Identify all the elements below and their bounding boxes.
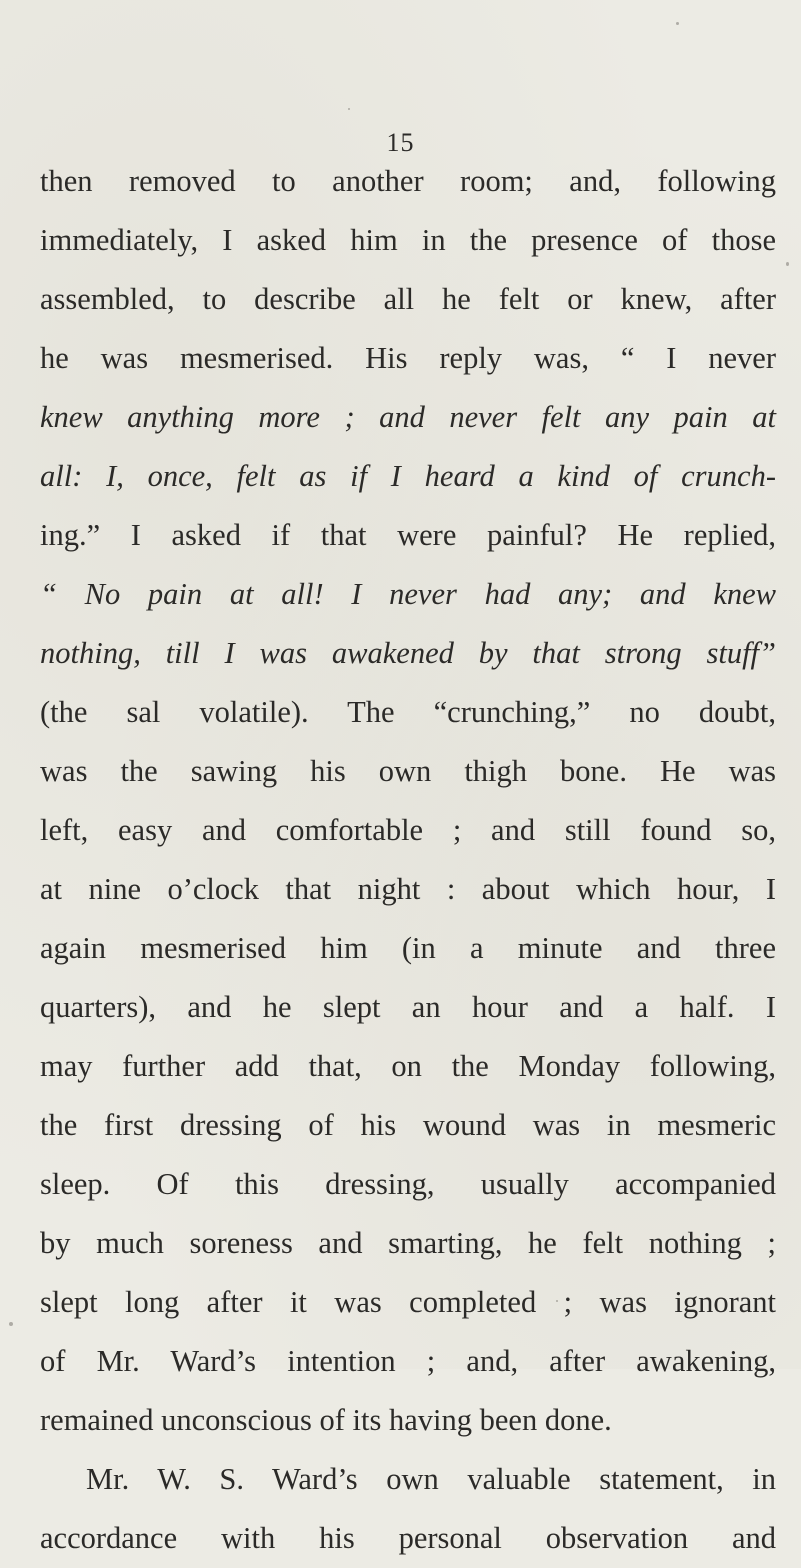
text-line: slept long after it was completed ; was ignorant [40, 1285, 776, 1319]
text-line: left, easy and comfortable ; and still found so, [40, 813, 776, 847]
text-line: the first dressing of his wound was in mesmeric [40, 1108, 776, 1142]
text-line: by much soreness and smarting, he felt nothing ; [40, 1226, 776, 1260]
paper-speck [786, 262, 789, 266]
paper-speck [9, 1322, 13, 1326]
body-text [40, 152, 776, 1568]
text-line: (the sal volatile). The “crunching,” no doubt, [40, 695, 776, 729]
text-line: may further add that, on the Monday following, [40, 1049, 776, 1083]
text-line: Mr. W. S. Ward’s own valuable statement, in [86, 1462, 776, 1496]
text-line: he was mesmerised. His reply was, “ I never [40, 341, 776, 375]
text-line: knew anything more ; and never felt any pain at [40, 400, 776, 434]
text-line: sleep. Of this dressing, usually accompanied [40, 1167, 776, 1201]
text-line: assembled, to describe all he felt or knew, after [40, 282, 776, 316]
text-line: immediately, I asked him in the presence of those [40, 223, 776, 257]
text-line: of Mr. Ward’s intention ; and, after awakening, [40, 1344, 776, 1378]
paper-speck [676, 22, 679, 25]
text-line: quarters), and he slept an hour and a half. I [40, 990, 776, 1024]
page-number: 15 [386, 128, 415, 157]
text-line: all: I, once, felt as if I heard a kind of crunch- [40, 459, 776, 493]
text-line: ing.” I asked if that were painful? He replied, [40, 518, 776, 552]
text-line: then removed to another room; and, following [40, 164, 776, 198]
text-line: “ No pain at all! I never had any; and knew [40, 577, 776, 611]
text-line: nothing, till I was awakened by that strong stuff” [40, 636, 776, 670]
text-line: accordance with his personal observation and [40, 1521, 776, 1555]
text-line: at nine o’clock that night : about which hour, I [40, 872, 776, 906]
text-line: remained unconscious of its having been done. [40, 1403, 612, 1437]
text-line: was the sawing his own thigh bone. He was [40, 754, 776, 788]
text-line: again mesmerised him (in a minute and three [40, 931, 776, 965]
paper-speck [348, 108, 350, 110]
paper-speck [556, 1300, 558, 1302]
